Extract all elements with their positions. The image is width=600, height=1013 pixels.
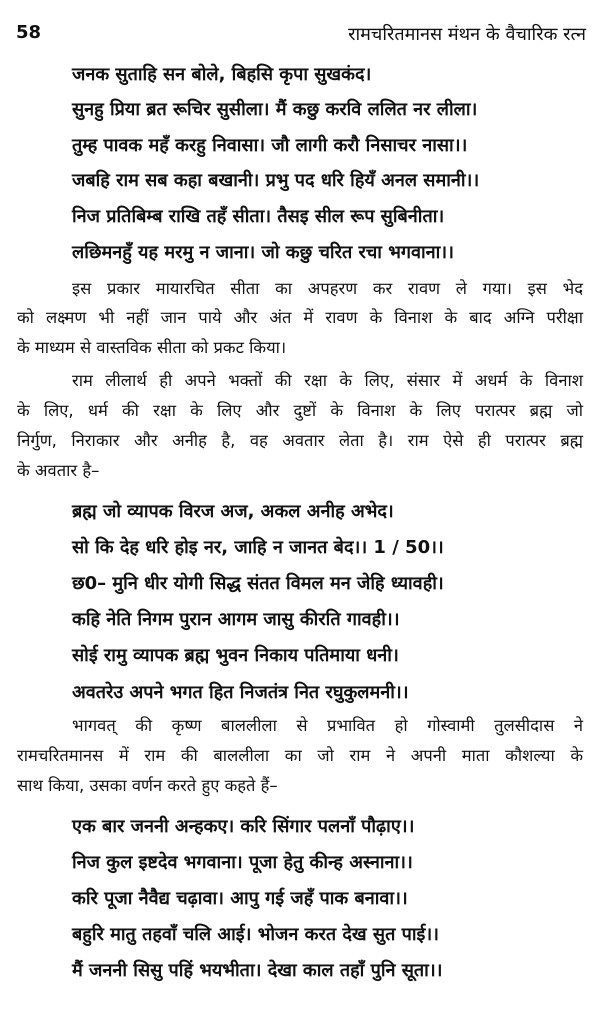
verse-line: सो कि देह धरि होइ नर, जाहि न जानत बेद।। 1 / 50।। <box>72 537 444 558</box>
paragraph-line: राम लीलार्थ ही अपने भक्तों की रक्षा के लिए, संसार में अधर्म के विनाश <box>72 371 583 390</box>
paragraph-line: को लक्ष्मण भी नहीं जान पाये और अंत में रावण के विनाश के बाद अग्नि परीक्षा <box>17 308 583 327</box>
verse-line: एक बार जननी अन्हकए। करि सिंगार पलनाँ पौढ़ाए।। <box>72 816 415 837</box>
paragraph-line: भागवत् की कृष्ण बाललीला से प्रभावित हो गोस्वामी तुलसीदास ने <box>72 716 583 735</box>
verse-line: निज कुल इष्टदेव भगवाना। पूजा हेतु कीन्ह अस्नाना।। <box>72 852 413 873</box>
paragraph-line: के लिए, धर्म की रक्षा के लिए और दुष्टों के विनाश के लिए परात्पर ब्रह्म जो <box>17 401 583 420</box>
verse-line: अवतरेउ अपने भगत हित निजतंत्र नित रघुकुलमनी।। <box>72 682 409 703</box>
verse-line: करि पूजा नैवैद्य चढ़ावा। आपु गई जहँ पाक बनावा।। <box>72 888 408 909</box>
verse-line: निज प्रतिबिम्ब राखि तहँ सीता। तैसइ सील रूप सुबिनीता। <box>72 206 445 227</box>
verse-line: तुम्ह पावक महँ करहु निवासा। जौ लागी करौ निसाचर नासा।। <box>72 135 468 156</box>
verse-line: छ0– मुनि धीर योगी सिद्ध संतत विमल मन जेहि ध्यावही। <box>72 573 444 594</box>
paragraph-line: साथ किया, उसका वर्णन करते हुए कहते हैं– <box>17 776 278 795</box>
paragraph-line: निर्गुण, निराकार और अनीह है, वह अवतार लेता है। राम ऐसे ही परात्पर ब्रह्म <box>17 431 583 450</box>
paragraph-line: के अवतार है– <box>17 461 100 480</box>
verse-line: लछिमनहुँ यह मरमु न जाना। जो कछु चरित रचा भगवाना।। <box>72 242 454 263</box>
running-title: रामचरितमानस मंथन के वैचारिक रत्न <box>348 24 586 45</box>
verse-line: बहुरि मातु तहवाँ चलि आई। भोजन करत देख सुत पाई।। <box>72 924 439 945</box>
verse-line: जनक सुताहि सन बोले, बिहसि कृपा सुखकंद। <box>72 64 372 85</box>
page-number: 58 <box>16 22 42 43</box>
verse-line: कहि नेति निगम पुरान आगम जासु कीरति गावही।। <box>72 609 400 630</box>
verse-line: जबहि राम सब कहा बखानी। प्रभु पद धरि हियँ अनल समानी।। <box>72 170 480 191</box>
verse-line: ब्रह्म जो व्यापक विरज अज, अकल अनीह अभेद। <box>72 501 394 522</box>
verse-line: सोई रामु व्यापक ब्रह्म भुवन निकाय पतिमाया धनी। <box>72 645 399 666</box>
paragraph-line: इस प्रकार मायारचित सीता का अपहरण कर रावण ले गया। इस भेद <box>72 279 583 298</box>
paragraph-line: रामचरितमानस में राम की बाललीला का जो राम ने अपनी माता कौशल्या के <box>17 746 583 765</box>
verse-line: सुनहु प्रिया ब्रत रूचिर सुसीला। मैं कछु करवि ललित नर लीला। <box>72 99 478 120</box>
paragraph-line: के माध्यम से वास्तविक सीता को प्रकट किया। <box>17 338 287 357</box>
verse-line: मैं जननी सिसु पहिं भयभीता। देखा काल तहाँ पुनि सूता।। <box>72 960 443 981</box>
